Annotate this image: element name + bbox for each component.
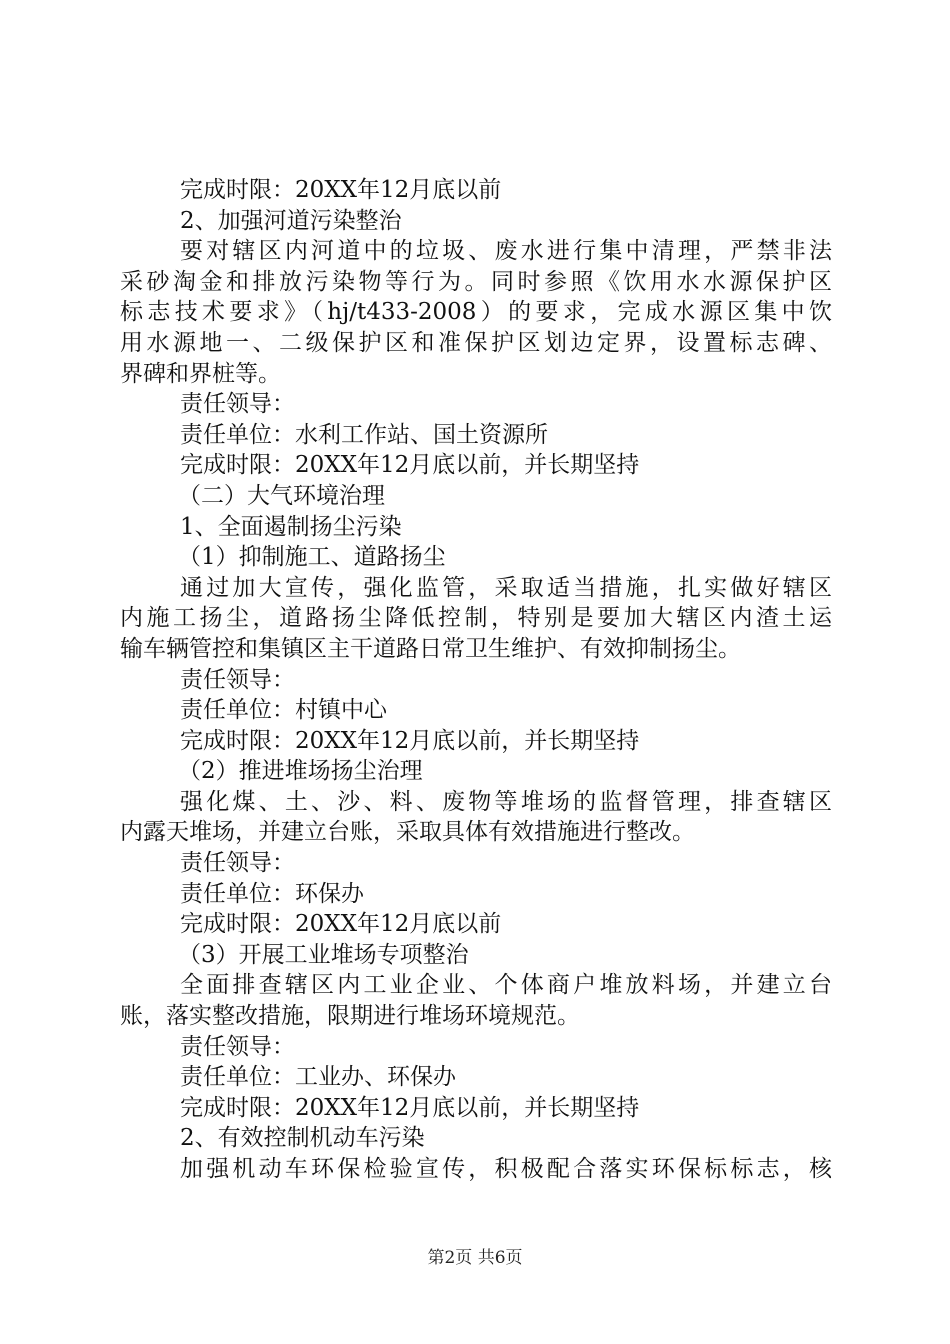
section-heading: 1、全面遏制扬尘污染	[180, 513, 402, 540]
paragraph-line: 用水源地一、二级保护区和准保护区划边定界，设置标志碑、	[120, 329, 832, 356]
unit-line: 责任单位：水利工作站、国土资源所	[180, 421, 548, 448]
deadline-line: 完成时限：20XX年12月底以前	[180, 911, 502, 938]
paragraph-line: 加强机动车环保检验宣传，积极配合落实环保标标志，核	[180, 1156, 832, 1182]
leader-line: 责任领导：	[180, 666, 295, 693]
paragraph-line: 全面排查辖区内工业企业、个体商户堆放料场，并建立台	[180, 972, 832, 999]
leader-line: 责任领导：	[180, 391, 295, 418]
deadline-line: 完成时限：20XX年12月底以前	[180, 177, 502, 203]
deadline-line: 完成时限：20XX年12月底以前，并长期坚持	[180, 1094, 640, 1121]
section-heading: （二）大气环境治理	[178, 482, 385, 509]
unit-line: 责任单位：环保办	[180, 880, 364, 907]
paragraph-line: 账，落实整改措施，限期进行堆场环境规范。	[120, 1003, 580, 1030]
unit-line: 责任单位：村镇中心	[180, 697, 387, 724]
paragraph-line: 内露天堆场，并建立台账，采取具体有效措施进行整改。	[120, 819, 695, 846]
paragraph-line: 要对辖区内河道中的垃圾、废水进行集中清理，严禁非法	[180, 238, 832, 265]
deadline-line: 完成时限：20XX年12月底以前，并长期坚持	[180, 452, 640, 479]
paragraph-line: 界碑和界桩等。	[120, 360, 281, 387]
page-number-footer: 第2页 共6页	[427, 1248, 523, 1268]
paragraph-line: 输车辆管控和集镇区主干道路日常卫生维护、有效抑制扬尘。	[120, 635, 741, 662]
paragraph-line: 强化煤、土、沙、料、废物等堆场的监督管理，排查辖区	[180, 788, 832, 815]
subsection-heading: （1）抑制施工、道路扬尘	[178, 544, 446, 571]
unit-line: 责任单位：工业办、环保办	[180, 1064, 456, 1091]
paragraph-line: 标志技术要求》（hj/t433-2008）的要求，完成水源区集中饮	[120, 299, 832, 326]
paragraph-line: 采砂淘金和排放污染物等行为。同时参照《饮用水水源保护区	[120, 268, 832, 295]
leader-line: 责任领导：	[180, 850, 295, 877]
leader-line: 责任领导：	[180, 1033, 295, 1060]
subsection-heading: （2）推进堆场扬尘治理	[178, 758, 423, 785]
deadline-line: 完成时限：20XX年12月底以前，并长期坚持	[180, 727, 640, 754]
section-heading: 2、加强河道污染整治	[180, 207, 402, 234]
section-heading: 2、有效控制机动车污染	[180, 1125, 425, 1152]
document-body	[120, 175, 832, 1185]
paragraph-line: 内施工扬尘，道路扬尘降低控制，特别是要加大辖区内渣土运	[120, 605, 832, 632]
subsection-heading: （3）开展工业堆场专项整治	[178, 941, 469, 968]
paragraph-line: 通过加大宣传，强化监管，采取适当措施，扎实做好辖区	[180, 574, 832, 601]
